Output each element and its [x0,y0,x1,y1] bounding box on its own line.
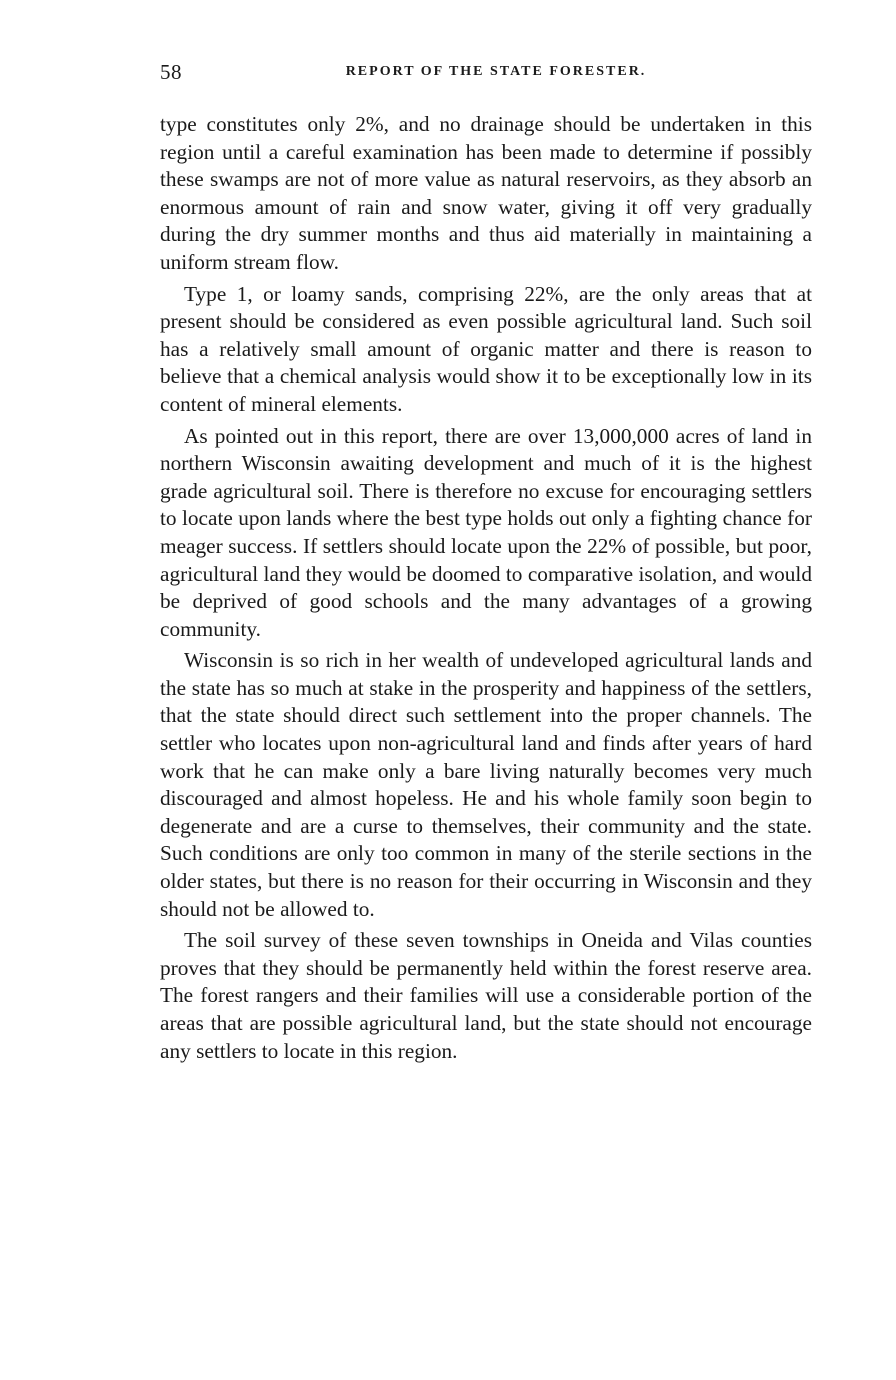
paragraph-northern-wisconsin: As pointed out in this report, there are over 13,000,000 acres of land in northern Wisconsin awaiting development and much of it is the highest grade agricultural soil. There is therefore no excuse for encouraging settlers to locate upon lands where the best type holds out only a fighting chance for meager success. If settlers should locate upon the 22% of possible, but poor, agricultural land they would be doomed to comparative isolation, and would be deprived of good schools and the many advantages of a growing community. [160,423,812,641]
paragraph-loamy-sands: Type 1, or loamy sands, comprising 22%, are the only areas that at present should be considered as even possible agricultural land. Such soil has a relatively small amount of organic matter and there is reason to believe that a chemical analysis would show it to be exceptionally low in its content of mineral elements. [160,281,812,416]
body-text [160,111,812,1065]
paragraph-soil-survey: The soil survey of these seven townships in Oneida and Vilas counties proves that they should be permanently held within the forest reserve area. The forest rangers and their families will use a considerable portion of the areas that are possible agricultural land, but the state should not encourage any settlers to locate in this region. [160,928,812,1063]
paragraph-settlement: Wisconsin is so rich in her wealth of undeveloped agricultural lands and the state has so much at stake in the prosperity and happiness of the settlers, that the state should direct such settlement into the proper channels. The settler who locates upon non-agricultural land and finds after years of hard work that he can make only a bare living naturally becomes very much discouraged and almost hopeless. He and his whole family soon begin to degenerate and are a curse to themselves, their community and the state. Such conditions are only too common in many of the sterile sections in the older states, but there is no reason for their occurring in Wisconsin and they should not be allowed to. [160,648,812,921]
paragraph-continued: type constitutes only 2%, and no drainage should be undertaken in this region until a careful examination has been made to determine if possibly these swamps are not of more value as natural reservoirs, as they absorb an enormous amount of rain and snow water, giving it off very gradually during the dry summer months and thus aid materially in maintaining a uniform stream flow. [160,112,812,274]
running-head: REPORT OF THE STATE FORESTER. [345,64,647,79]
page-number: 58 [160,60,182,84]
page-header [160,60,812,90]
